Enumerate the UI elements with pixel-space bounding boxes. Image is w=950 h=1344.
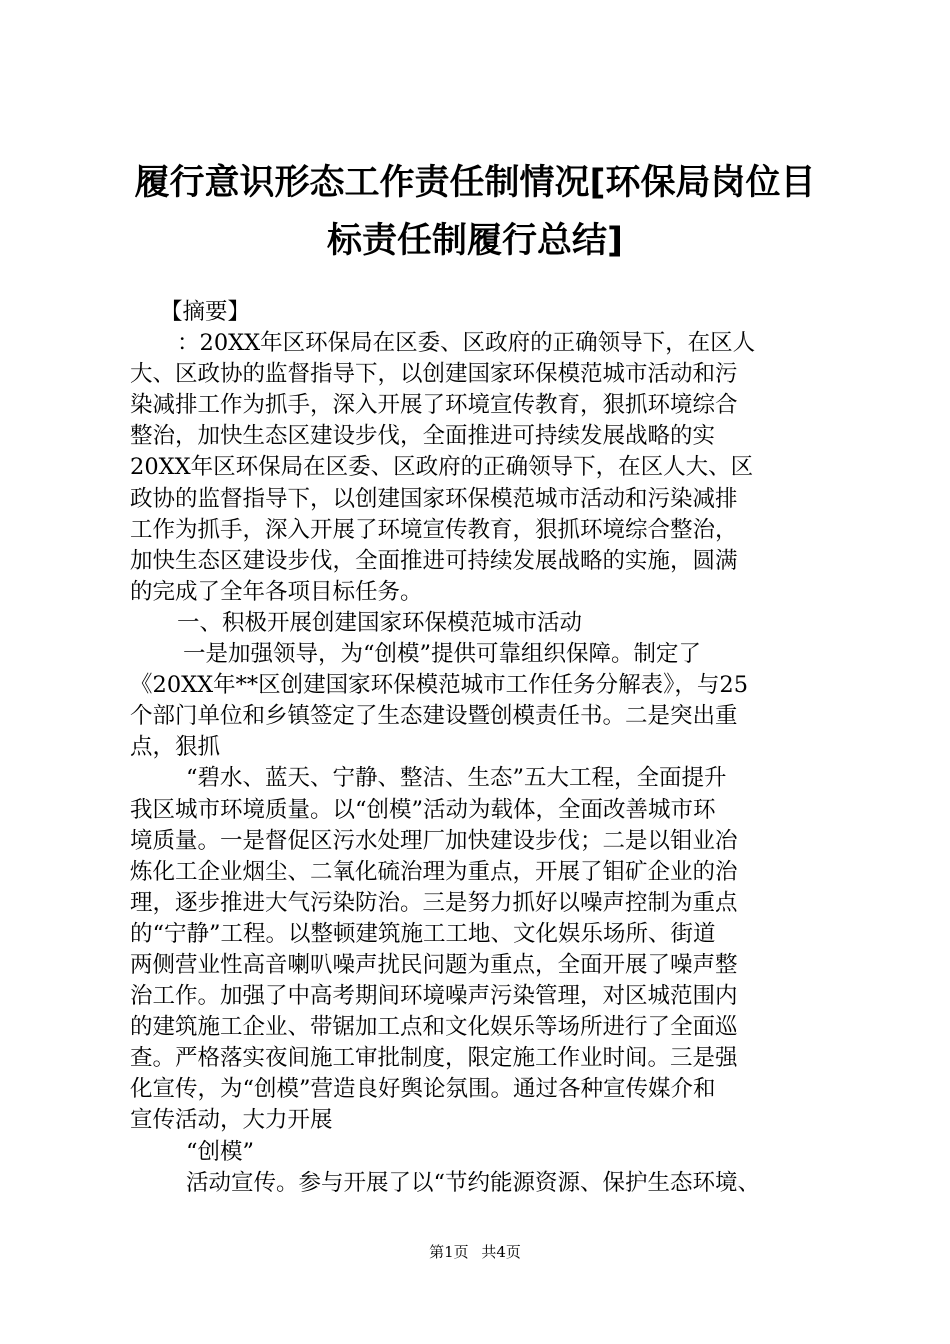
text-line: ：20XX年区环保局在区委、区政府的正确领导下，在区人	[177, 330, 756, 357]
text-line: 的建筑施工企业、带锯加工点和文化娱乐等场所进行了全面巡	[130, 1014, 738, 1041]
text-line: 大、区政协的监督指导下，以创建国家环保模范城市活动和污	[130, 361, 738, 388]
text-line: 的完成了全年各项目标任务。	[130, 578, 423, 605]
text-line: 政协的监督指导下，以创建国家环保模范城市活动和污染减排	[130, 485, 738, 512]
text-line: 炼化工企业烟尘、二氧化硫治理为重点，开展了钼矿企业的治	[130, 858, 738, 885]
text-line: 理，逐步推进大气污染防治。三是努力抓好以噪声控制为重点	[130, 889, 738, 916]
page-number: 第1页	[429, 1243, 469, 1261]
text-line: 的“宁静”工程。以整顿建筑施工工地、文化娱乐场所、街道	[130, 920, 716, 947]
page-footer	[0, 1242, 950, 1262]
section-heading: 一、积极开展创建国家环保模范城市活动	[177, 609, 583, 636]
text-line: 个部门单位和乡镇签定了生态建设暨创模责任书。二是突出重	[130, 703, 738, 730]
text-line: “碧水、蓝天、宁静、整洁、生态”五大工程，全面提升	[186, 765, 727, 792]
text-line: 查。严格落实夜间施工审批制度，限定施工作业时间。三是强	[130, 1045, 738, 1072]
text-line: 我区城市环境质量。以“创模”活动为载体，全面改善城市环	[130, 796, 716, 823]
text-line: 境质量。一是督促区污水处理厂加快建设步伐；二是以钼业冶	[130, 827, 738, 854]
page-total: 共4页	[481, 1243, 521, 1261]
text-line: 化宣传，为“创模”营造良好舆论氛围。通过各种宣传媒介和	[130, 1076, 716, 1103]
text-line: 20XX年区环保局在区委、区政府的正确领导下，在区人大、区	[130, 454, 754, 481]
text-line: 加快生态区建设步伐，全面推进可持续发展战略的实施，圆满	[130, 547, 738, 574]
text-line: 宣传活动，大力开展	[130, 1107, 333, 1134]
text-line: 治工作。加强了中高考期间环境噪声污染管理，对区城范围内	[130, 983, 738, 1010]
text-line: 活动宣传。参与开展了以“节约能源资源、保护生态环境、	[186, 1169, 761, 1196]
document-title-line-1: 履行意识形态工作责任制情况[环保局岗位目	[134, 163, 816, 203]
text-line: 两侧营业性高音喇叭噪声扰民问题为重点，全面开展了噪声整	[130, 951, 738, 978]
text-line: 《20XX年**区创建国家环保模范城市工作任务分解表》，与25	[130, 672, 749, 699]
text-line: 整治，加快生态区建设步伐，全面推进可持续发展战略的实	[130, 423, 716, 450]
abstract-heading: 【摘要】	[160, 299, 251, 325]
text-line: 工作为抓手，深入开展了环境宣传教育，狠抓环境综合整治，	[130, 516, 738, 543]
text-line: 点，狠抓	[130, 734, 221, 761]
text-line: 染减排工作为抓手，深入开展了环境宣传教育，狠抓环境综合	[130, 392, 738, 419]
text-line: 一是加强领导，为“创模”提供可靠组织保障。制定了	[183, 641, 702, 668]
document-title-line-2: 标责任制履行总结]	[327, 221, 623, 261]
document-body	[130, 297, 842, 1199]
text-line: “创模”	[186, 1138, 255, 1165]
